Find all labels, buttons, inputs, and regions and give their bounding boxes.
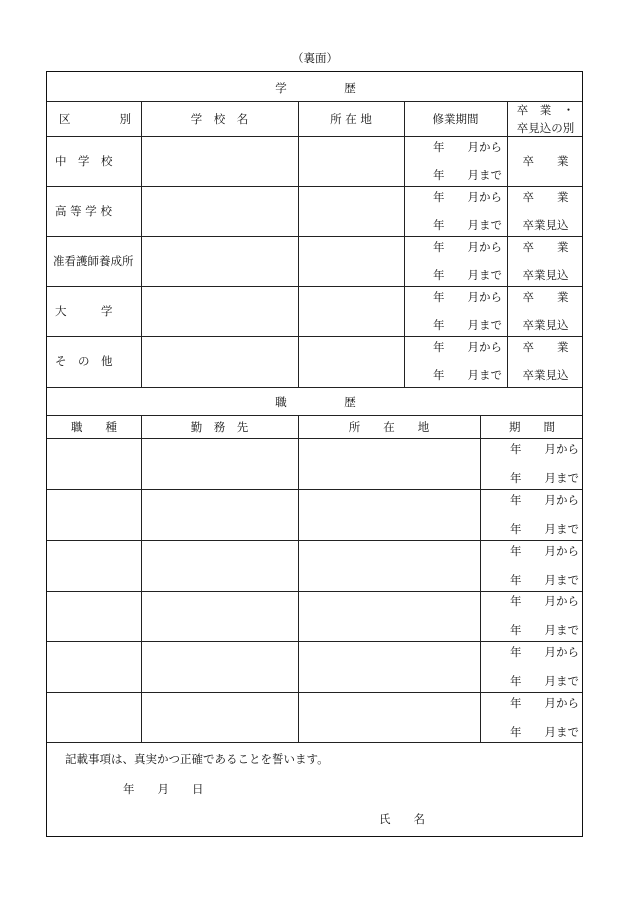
divider <box>47 742 582 743</box>
divider <box>47 236 582 237</box>
edu-grad: 卒 業 <box>522 290 569 304</box>
divider <box>141 415 142 742</box>
declaration-date: 年 月 日 <box>123 782 204 796</box>
edu-row-label: 中 学 校 <box>55 154 113 168</box>
edu-row-label: 准看護師養成所 <box>53 254 134 268</box>
work-to: 年 月まで <box>510 471 579 485</box>
header-category-char: 区 <box>59 112 71 126</box>
header-work-period: 期 間 <box>509 420 555 434</box>
divider <box>47 438 582 439</box>
work-to: 年 月まで <box>510 623 579 637</box>
edu-from: 年 月から <box>433 190 502 204</box>
edu-from: 年 月から <box>433 340 502 354</box>
header-period: 修業期間 <box>432 112 479 126</box>
divider <box>141 101 142 387</box>
divider <box>47 286 582 287</box>
header-school-name: 学 校 名 <box>190 112 249 126</box>
work-heading: 職 歴 <box>275 395 356 409</box>
edu-grad-expected: 卒業見込 <box>522 368 569 382</box>
edu-grad-expected: 卒業見込 <box>522 218 569 232</box>
header-employer: 勤 務 先 <box>190 420 249 434</box>
divider <box>47 136 582 137</box>
divider <box>47 489 582 490</box>
work-to: 年 月まで <box>510 573 579 587</box>
header-category <box>59 114 131 126</box>
edu-from: 年 月から <box>433 140 502 154</box>
header-work-location: 所 在 地 <box>348 420 430 434</box>
signature-name-label: 氏 名 <box>379 812 425 826</box>
divider <box>47 591 582 592</box>
education-heading: 学 歴 <box>275 81 356 95</box>
edu-grad: 卒 業 <box>522 154 569 168</box>
edu-row-label: そ の 他 <box>55 354 113 368</box>
divider <box>298 415 299 742</box>
edu-row-label: 大 学 <box>55 304 113 318</box>
edu-grad-expected: 卒業見込 <box>522 268 569 282</box>
work-from: 年 月から <box>510 645 579 659</box>
work-to: 年 月まで <box>510 674 579 688</box>
work-to: 年 月まで <box>510 725 579 739</box>
resume-form <box>46 71 583 837</box>
divider <box>298 101 299 387</box>
divider <box>47 387 582 388</box>
divider <box>404 101 405 387</box>
header-grad-line1: 卒 業 ・ <box>516 103 575 117</box>
edu-from: 年 月から <box>433 290 502 304</box>
edu-to: 年 月まで <box>433 218 502 232</box>
work-from: 年 月から <box>510 696 579 710</box>
header-grad-line2: 卒見込の別 <box>516 121 575 135</box>
work-from: 年 月から <box>510 594 579 608</box>
edu-grad: 卒 業 <box>522 340 569 354</box>
edu-row-label: 高 等 学 校 <box>55 204 112 218</box>
header-job-type: 職 種 <box>71 420 117 434</box>
divider <box>47 641 582 642</box>
divider <box>47 540 582 541</box>
work-to: 年 月まで <box>510 522 579 536</box>
edu-grad: 卒 業 <box>522 240 569 254</box>
page-label: （裏面） <box>292 51 338 65</box>
edu-grad: 卒 業 <box>522 190 569 204</box>
declaration-statement: 記載事項は、真実かつ正確であることを誓います。 <box>65 752 329 766</box>
work-from: 年 月から <box>510 442 579 456</box>
work-from: 年 月から <box>510 493 579 507</box>
divider <box>47 186 582 187</box>
edu-to: 年 月まで <box>433 168 502 182</box>
divider <box>47 336 582 337</box>
edu-to: 年 月まで <box>433 368 502 382</box>
divider <box>47 692 582 693</box>
edu-to: 年 月まで <box>433 318 502 332</box>
edu-grad-expected: 卒業見込 <box>522 318 569 332</box>
edu-from: 年 月から <box>433 240 502 254</box>
divider <box>47 415 582 416</box>
divider <box>47 101 582 102</box>
header-category-char: 別 <box>119 112 131 126</box>
work-from: 年 月から <box>510 544 579 558</box>
edu-to: 年 月まで <box>433 268 502 282</box>
divider <box>507 101 508 387</box>
divider <box>480 415 481 742</box>
header-location: 所 在 地 <box>330 112 372 126</box>
